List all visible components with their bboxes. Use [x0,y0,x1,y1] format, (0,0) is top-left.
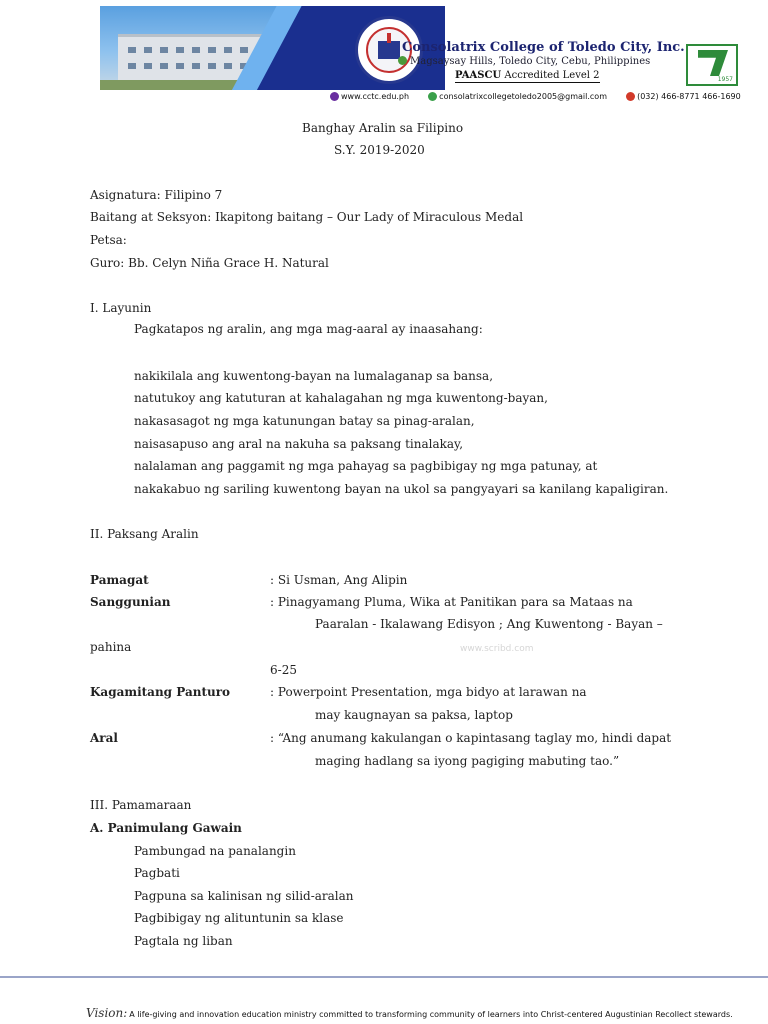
list-item: nakikilala ang kuwentong-bayan na lumalaganap sa bansa, [134,369,494,383]
contact-line [330,92,741,101]
footer-divider [0,976,768,978]
website-link[interactable]: www.cctc.edu.ph [341,92,410,101]
list-item: Pagtala ng liban [134,934,233,948]
list-item: nakasasagot ng mga katunungan batay sa pinag-aralan, [134,414,475,428]
aral-line: : “Ang anumang kakulangan o kapintasang taglay mo, hindi dapat [270,731,672,745]
list-item: Pagpuna sa kalinisan ng silid-aralan [134,889,354,903]
list-item: Pagbibigay ng alituntunin sa klase [134,911,344,925]
petsa: Petsa: [90,233,127,247]
section-heading-paksa: II. Paksang Aralin [90,527,199,541]
email-link[interactable]: consolatrixcollegetoledo2005@gmail.com [439,92,607,101]
college-name: Consolatrix College of Toledo City, Inc. [402,40,685,55]
list-item: naisasapuso ang aral na nakuha sa paksang tinalakay, [134,437,464,451]
web-icon [330,92,339,101]
phone-number: (032) 466-8771 466-1690 [637,92,741,101]
sanggunian-line: 6-25 [270,663,297,677]
vision-statement [86,1006,733,1020]
baitang-seksyon: Baitang at Seksyon: Ikapitong baitang – Our Lady of Miraculous Medal [90,210,524,224]
watermark-text: www.scribd.com [460,644,534,654]
sub-heading-panimulang-gawain: A. Panimulang Gawain [90,821,242,835]
kagamitan-label: Kagamitang Panturo [90,685,231,699]
phone-icon [626,92,635,101]
pamagat-value: : Si Usman, Ang Alipin [270,573,408,587]
sanggunian-line: pahina [90,640,132,654]
section-heading-layunin: I. Layunin [90,301,152,315]
sanggunian-label: Sanggunian [90,595,171,609]
school-year: S.Y. 2019-2020 [334,143,425,157]
kagamitan-line: : Powerpoint Presentation, mga bidyo at larawan na [270,685,587,699]
anniversary-logo: 1957 [686,44,738,86]
accreditation: PAASCU Accredited Level 2 [455,70,600,81]
college-address: Magsaysay Hills, Toledo City, Cebu, Philippines [398,56,650,67]
guro: Guro: Bb. Celyn Niña Grace H. Natural [90,256,329,270]
section-heading-pamamaraan: III. Pamamaraan [90,798,192,812]
email-icon [428,92,437,101]
campus-banner-image [100,6,445,90]
list-item: nalalaman ang paggamit ng mga pahayag sa pagbibigay ng mga patunay, at [134,459,598,473]
layunin-intro: Pagkatapos ng aralin, ang mga mag-aaral ay inaasahang: [134,322,483,336]
vision-label: Vision: [86,1006,128,1020]
list-item: Pambungad na panalangin [134,844,296,858]
list-item: Pagbati [134,866,180,880]
document-title: Banghay Aralin sa Filipino [302,121,464,135]
asignatura: Asignatura: Filipino 7 [90,188,223,202]
location-pin-icon [398,56,407,65]
kagamitan-line: may kaugnayan sa paksa, laptop [315,708,513,722]
sanggunian-line: Paaralan - Ikalawang Edisyon ; Ang Kuwentong - Bayan – [315,617,663,631]
sanggunian-line: : Pinagyamang Pluma, Wika at Panitikan para sa Mataas na [270,595,633,609]
aral-line: maging hadlang sa iyong pagiging mabuting tao.” [315,754,620,768]
list-item: natutukoy ang katuturan at kahalagahan ng mga kuwentong-bayan, [134,391,548,405]
pamagat-label: Pamagat [90,573,149,587]
vision-text: A life-giving and innovation education ministry committed to transforming community of learners into Christ-centered Augustinian Recollect stewards. [129,1010,733,1019]
aral-label: Aral [90,731,118,745]
letterhead [0,0,768,106]
list-item: nakakabuo ng sariling kuwentong bayan na ukol sa pangyayari sa kanilang kapaligiran. [134,482,669,496]
